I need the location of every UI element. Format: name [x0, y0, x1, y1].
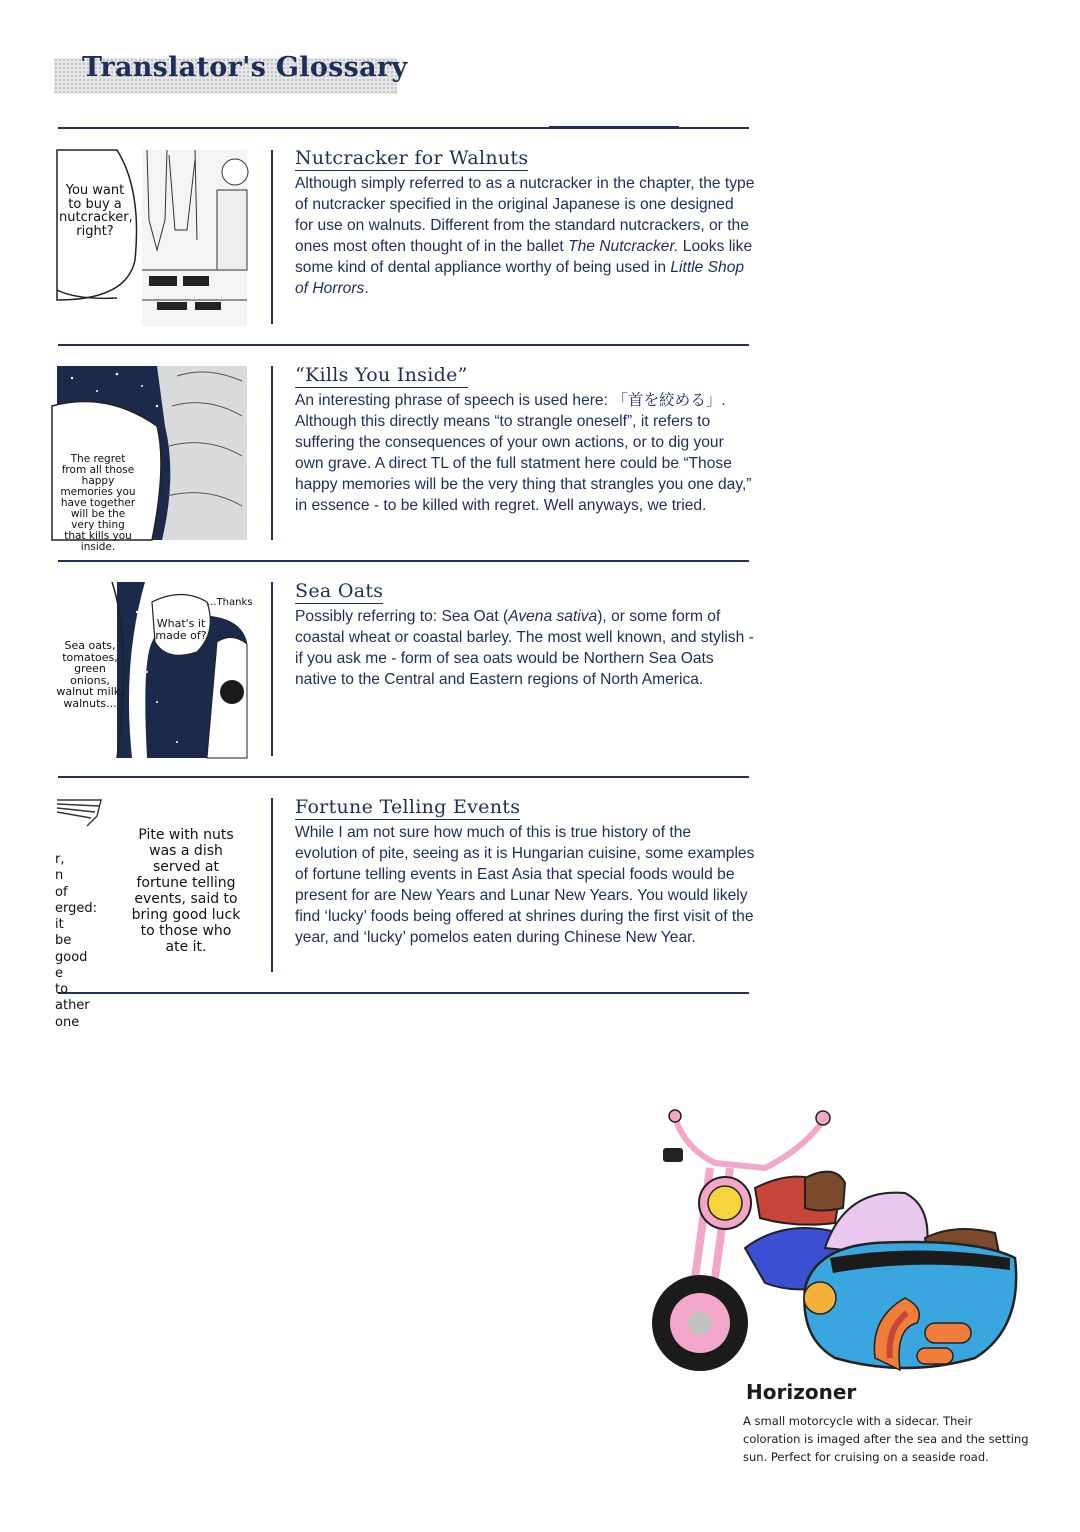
glossary-entry: [295, 796, 755, 948]
glossary-entry: [295, 364, 755, 516]
italic-text: Little Shop of Horrors: [295, 259, 745, 297]
vehicle-name: Horizoner: [746, 1380, 857, 1404]
divider: [58, 127, 749, 129]
body-text: An interesting phrase of speech is used here: 「首を絞める」. Although this directly means “to strangle oneself”, it refers to suffering the consequences of your own actions, or to dig your own grave. A direct TL of the full statment here could be “Those happy memories will be the very thing that strangles you one day,” in essence - to be killed with regret. Well anyways, we tried.: [295, 392, 752, 514]
italic-text: The Nutcracker.: [568, 238, 679, 255]
entry-title: Sea Oats: [295, 580, 384, 602]
body-text: While I am not sure how much of this is true history of the evolution of pite, seeing as it is Hungarian cuisine, some examples of fortune telling events in East Asia that special foods would be present for are New Years and Lunar New Years. You would likely find ‘lucky’ foods being offered at shrines during the first visit of the year, and ‘lucky’ pomelos eaten during Chinese New Year.: [295, 824, 755, 946]
italic-text: Avena sativa: [508, 608, 598, 625]
column-divider: [271, 366, 273, 540]
column-divider: [271, 582, 273, 756]
manga-panel-sea-oats: [56, 582, 253, 758]
speech-bubble: Pite with nuts was a dish served at fortune telling events, said to bring good luck to those who ate it.: [131, 827, 241, 955]
divider: [58, 560, 749, 562]
column-divider: [271, 798, 273, 972]
entry-title: Fortune Telling Events: [295, 796, 521, 818]
entry-body: [295, 173, 755, 299]
manga-panel-kills-you-inside: [57, 366, 247, 554]
entry-title: Nutcracker for Walnuts: [295, 147, 529, 169]
speech-bubble: You want to buy a nutcracker, right?: [59, 183, 133, 239]
body-text: Although simply referred to as a nutcracker in the chapter, the type of nutcracker specified in the original Japanese is one designed for use on walnuts. Different from the standard nutcrackers, or the ones most often thought of in the ballet: [295, 175, 755, 255]
column-divider: [271, 150, 273, 324]
motorcycle-sidecar-illustration: [655, 1108, 1025, 1388]
page-title: Translator's Glossary: [82, 52, 408, 83]
divider: [58, 344, 749, 346]
divider: [58, 992, 749, 994]
divider: [58, 776, 749, 778]
body-text: Looks like some kind of dental appliance worthy of being used in: [295, 238, 753, 276]
entry-title: “Kills You Inside”: [295, 364, 468, 386]
entry-body: [295, 606, 755, 690]
speech-bubble: ...Thanks: [207, 597, 253, 608]
speech-bubble: Sea oats, tomatoes, green onions, walnut milk, walnuts...: [56, 639, 124, 710]
body-text: ), or some form of coastal wheat or coastal barley. The most well known, and stylish - if you ask me - form of sea oats would be Northern Sea Oats native to the Central and Eastern regions of North America.: [295, 608, 754, 688]
glossary-entry: [295, 580, 755, 690]
entry-body: [295, 390, 755, 516]
manga-panel-fortune-telling: [55, 798, 247, 1030]
speech-bubble: The regret from all those happy memories you have together will be the very thing that kills you inside.: [60, 453, 136, 554]
page-title-banner: [54, 52, 408, 94]
entry-body: [295, 822, 755, 948]
body-text: .: [364, 280, 369, 297]
speech-bubble: What's it made of?: [155, 617, 207, 642]
vehicle-description: A small motorcycle with a sidecar. Their coloration is imaged after the sea and the setting sun. Perfect for cruising on a seaside road.: [743, 1414, 1029, 1464]
manga-panel-nutcracker: [57, 150, 247, 326]
body-text: Possibly referring to: Sea Oat (: [295, 608, 509, 625]
speech-bubble-cut: r, n of erged: it be good e to ather one: [55, 852, 97, 1030]
glossary-entry: [295, 147, 755, 299]
